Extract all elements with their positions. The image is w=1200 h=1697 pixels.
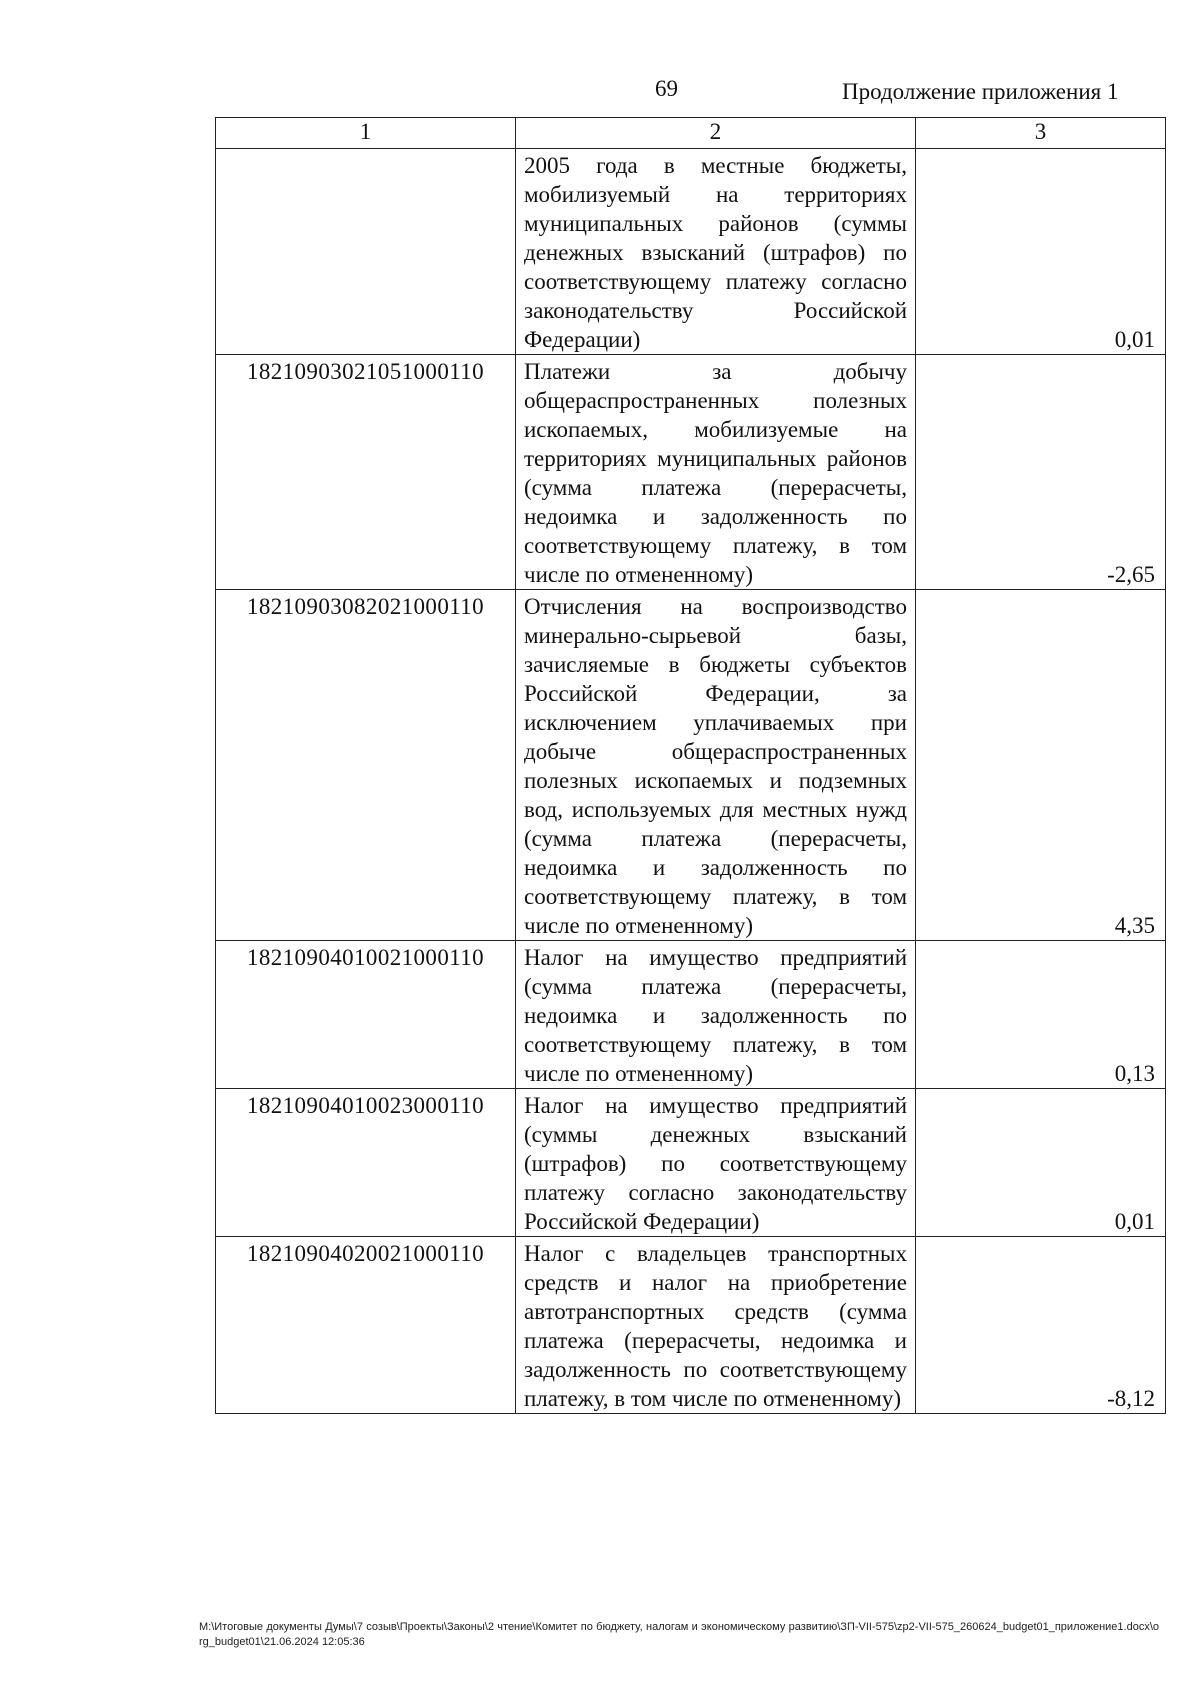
table-row (216, 941, 1166, 1089)
row-name: Платежи за добычу общераспространенных полезных ископаемых, мобилизуемые на территориях муниципальных районов (сумма платежа (перерасчеты, недоимка и задолженность по соответствующему платежу, в том числе по отмененному) (516, 355, 916, 590)
row-name: 2005 года в местные бюджеты, мобилизуемый на территориях муниципальных районов (суммы денежных взысканий (штрафов) по соответствующему платежу согласно законодательству Российской Федерации) (516, 149, 916, 355)
table-row (216, 149, 1166, 355)
row-code: 18210903021051000110 (216, 355, 516, 590)
column-header-3: 3 (916, 118, 1166, 149)
row-amount: -2,65 (916, 355, 1166, 590)
page-number: 69 (655, 76, 678, 101)
row-amount: 0,01 (916, 149, 1166, 355)
table-row (216, 590, 1166, 941)
row-code: 18210903082021000110 (216, 590, 516, 941)
row-code: 18210904010021000110 (216, 941, 516, 1089)
table-header-row (216, 118, 1166, 149)
continuation-label: Продолжение приложения 1 (842, 79, 1119, 104)
row-amount: -8,12 (916, 1237, 1166, 1414)
budget-table (215, 117, 1166, 1414)
row-name: Налог на имущество предприятий (суммы денежных взысканий (штрафов) по соответствующему платежу согласно законодательству Российской Федерации) (516, 1089, 916, 1237)
table-row (216, 355, 1166, 590)
row-amount: 4,35 (916, 590, 1166, 941)
row-code (216, 149, 516, 355)
footer-file-path: M:\Итоговые документы Думы\7 созыв\Проекты\Законы\2 чтение\Комитет по бюджету, налогам и экономическому развитию\ЗП-VII-575\zp2-VII-575_260624_budget01_приложение1.docx\org_budget01\21.06.2024 12:05:36 (199, 1621, 1159, 1648)
row-name: Налог с владельцев транспортных средств и налог на приобретение автотранспортных средств (сумма платежа (перерасчеты, недоимка и задолженность по соответствующему платежу, в том числе по отмененному) (516, 1237, 916, 1414)
table-row (216, 1237, 1166, 1414)
row-amount: 0,13 (916, 941, 1166, 1089)
row-amount: 0,01 (916, 1089, 1166, 1237)
table-row (216, 1089, 1166, 1237)
row-name: Отчисления на воспроизводство минерально-сырьевой базы, зачисляемые в бюджеты субъектов Российской Федерации, за исключением уплачиваемых при добыче общераспространенных полезных ископаемых и подземных вод, используемых для местных нужд (сумма платежа (перерасчеты, недоимка и задолженность по соответствующему платежу, в том числе по отмененному) (516, 590, 916, 941)
column-header-2: 2 (516, 118, 916, 149)
row-code: 18210904020021000110 (216, 1237, 516, 1414)
column-header-1: 1 (216, 118, 516, 149)
row-name: Налог на имущество предприятий (сумма платежа (перерасчеты, недоимка и задолженность по соответствующему платежу, в том числе по отмененному) (516, 941, 916, 1089)
row-code: 18210904010023000110 (216, 1089, 516, 1237)
